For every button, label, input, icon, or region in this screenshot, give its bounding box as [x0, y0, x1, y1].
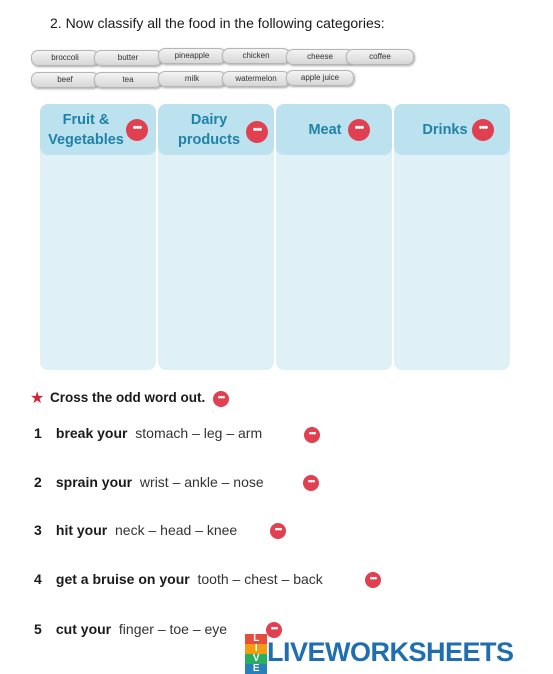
- chip-cheese[interactable]: cheese: [286, 49, 354, 65]
- more-icon: •••: [270, 523, 286, 539]
- chip-broccoli[interactable]: broccoli: [31, 50, 99, 66]
- dropzone-fruit-vegetables[interactable]: [40, 104, 156, 370]
- chip-coffee[interactable]: coffee: [346, 49, 414, 65]
- more-icon: •••: [303, 475, 319, 491]
- answer-choices[interactable]: neck – head – knee: [115, 522, 238, 538]
- dropzone-meat[interactable]: [276, 104, 392, 370]
- more-icon: •••: [348, 119, 370, 141]
- column-title: Meat: [308, 122, 342, 138]
- more-icon: •••: [472, 119, 494, 141]
- answer-choices[interactable]: stomach – leg – arm: [135, 425, 263, 441]
- exercise-row-2: 2 sprain your wrist – ankle – nose: [34, 474, 264, 490]
- column-title: Fruit & Vegetables: [48, 112, 124, 148]
- more-icon: •••: [266, 622, 282, 638]
- chip-chicken[interactable]: chicken: [222, 48, 290, 64]
- dropzone-drinks[interactable]: [394, 104, 510, 370]
- column-title: Dairy products: [177, 112, 241, 148]
- answer-choices[interactable]: finger – toe – eye: [118, 621, 228, 637]
- instruction-text: 2. Now classify all the food in the following categories:: [50, 15, 385, 31]
- star-icon: ★: [30, 390, 45, 407]
- answer-choices[interactable]: wrist – ankle – nose: [139, 474, 264, 490]
- chip-milk[interactable]: milk: [158, 71, 226, 87]
- answer-choices[interactable]: tooth – chest – back: [197, 571, 323, 587]
- column-title: Drinks: [422, 122, 468, 138]
- chip-beef[interactable]: beef: [31, 72, 99, 88]
- more-icon: •••: [365, 572, 381, 588]
- task-title: Cross the odd word out.: [50, 390, 206, 405]
- more-icon: •••: [304, 427, 320, 443]
- chip-pineapple[interactable]: pineapple: [158, 48, 226, 64]
- exercise-row-1: 1 break your stomach – leg – arm: [34, 425, 263, 441]
- exercise-row-5: 5 cut your finger – toe – eye: [34, 621, 228, 637]
- live-badge: L I V E: [245, 634, 267, 674]
- chip-apple-juice[interactable]: apple juice: [286, 70, 354, 86]
- exercise-row-4: 4 get a bruise on your tooth – chest – back: [34, 571, 323, 587]
- more-icon: •••: [126, 119, 148, 141]
- chip-tea[interactable]: tea: [94, 72, 162, 88]
- more-icon: •••: [246, 121, 268, 143]
- chip-watermelon[interactable]: watermelon: [222, 71, 290, 87]
- exercise-row-3: 3 hit your neck – head – knee: [34, 522, 238, 538]
- chip-butter[interactable]: butter: [94, 50, 162, 66]
- liveworksheets-logo: L I V E LIVEWORKSHEETS: [245, 634, 514, 674]
- dropzone-dairy-products[interactable]: [158, 104, 274, 370]
- more-icon: •••: [213, 391, 229, 407]
